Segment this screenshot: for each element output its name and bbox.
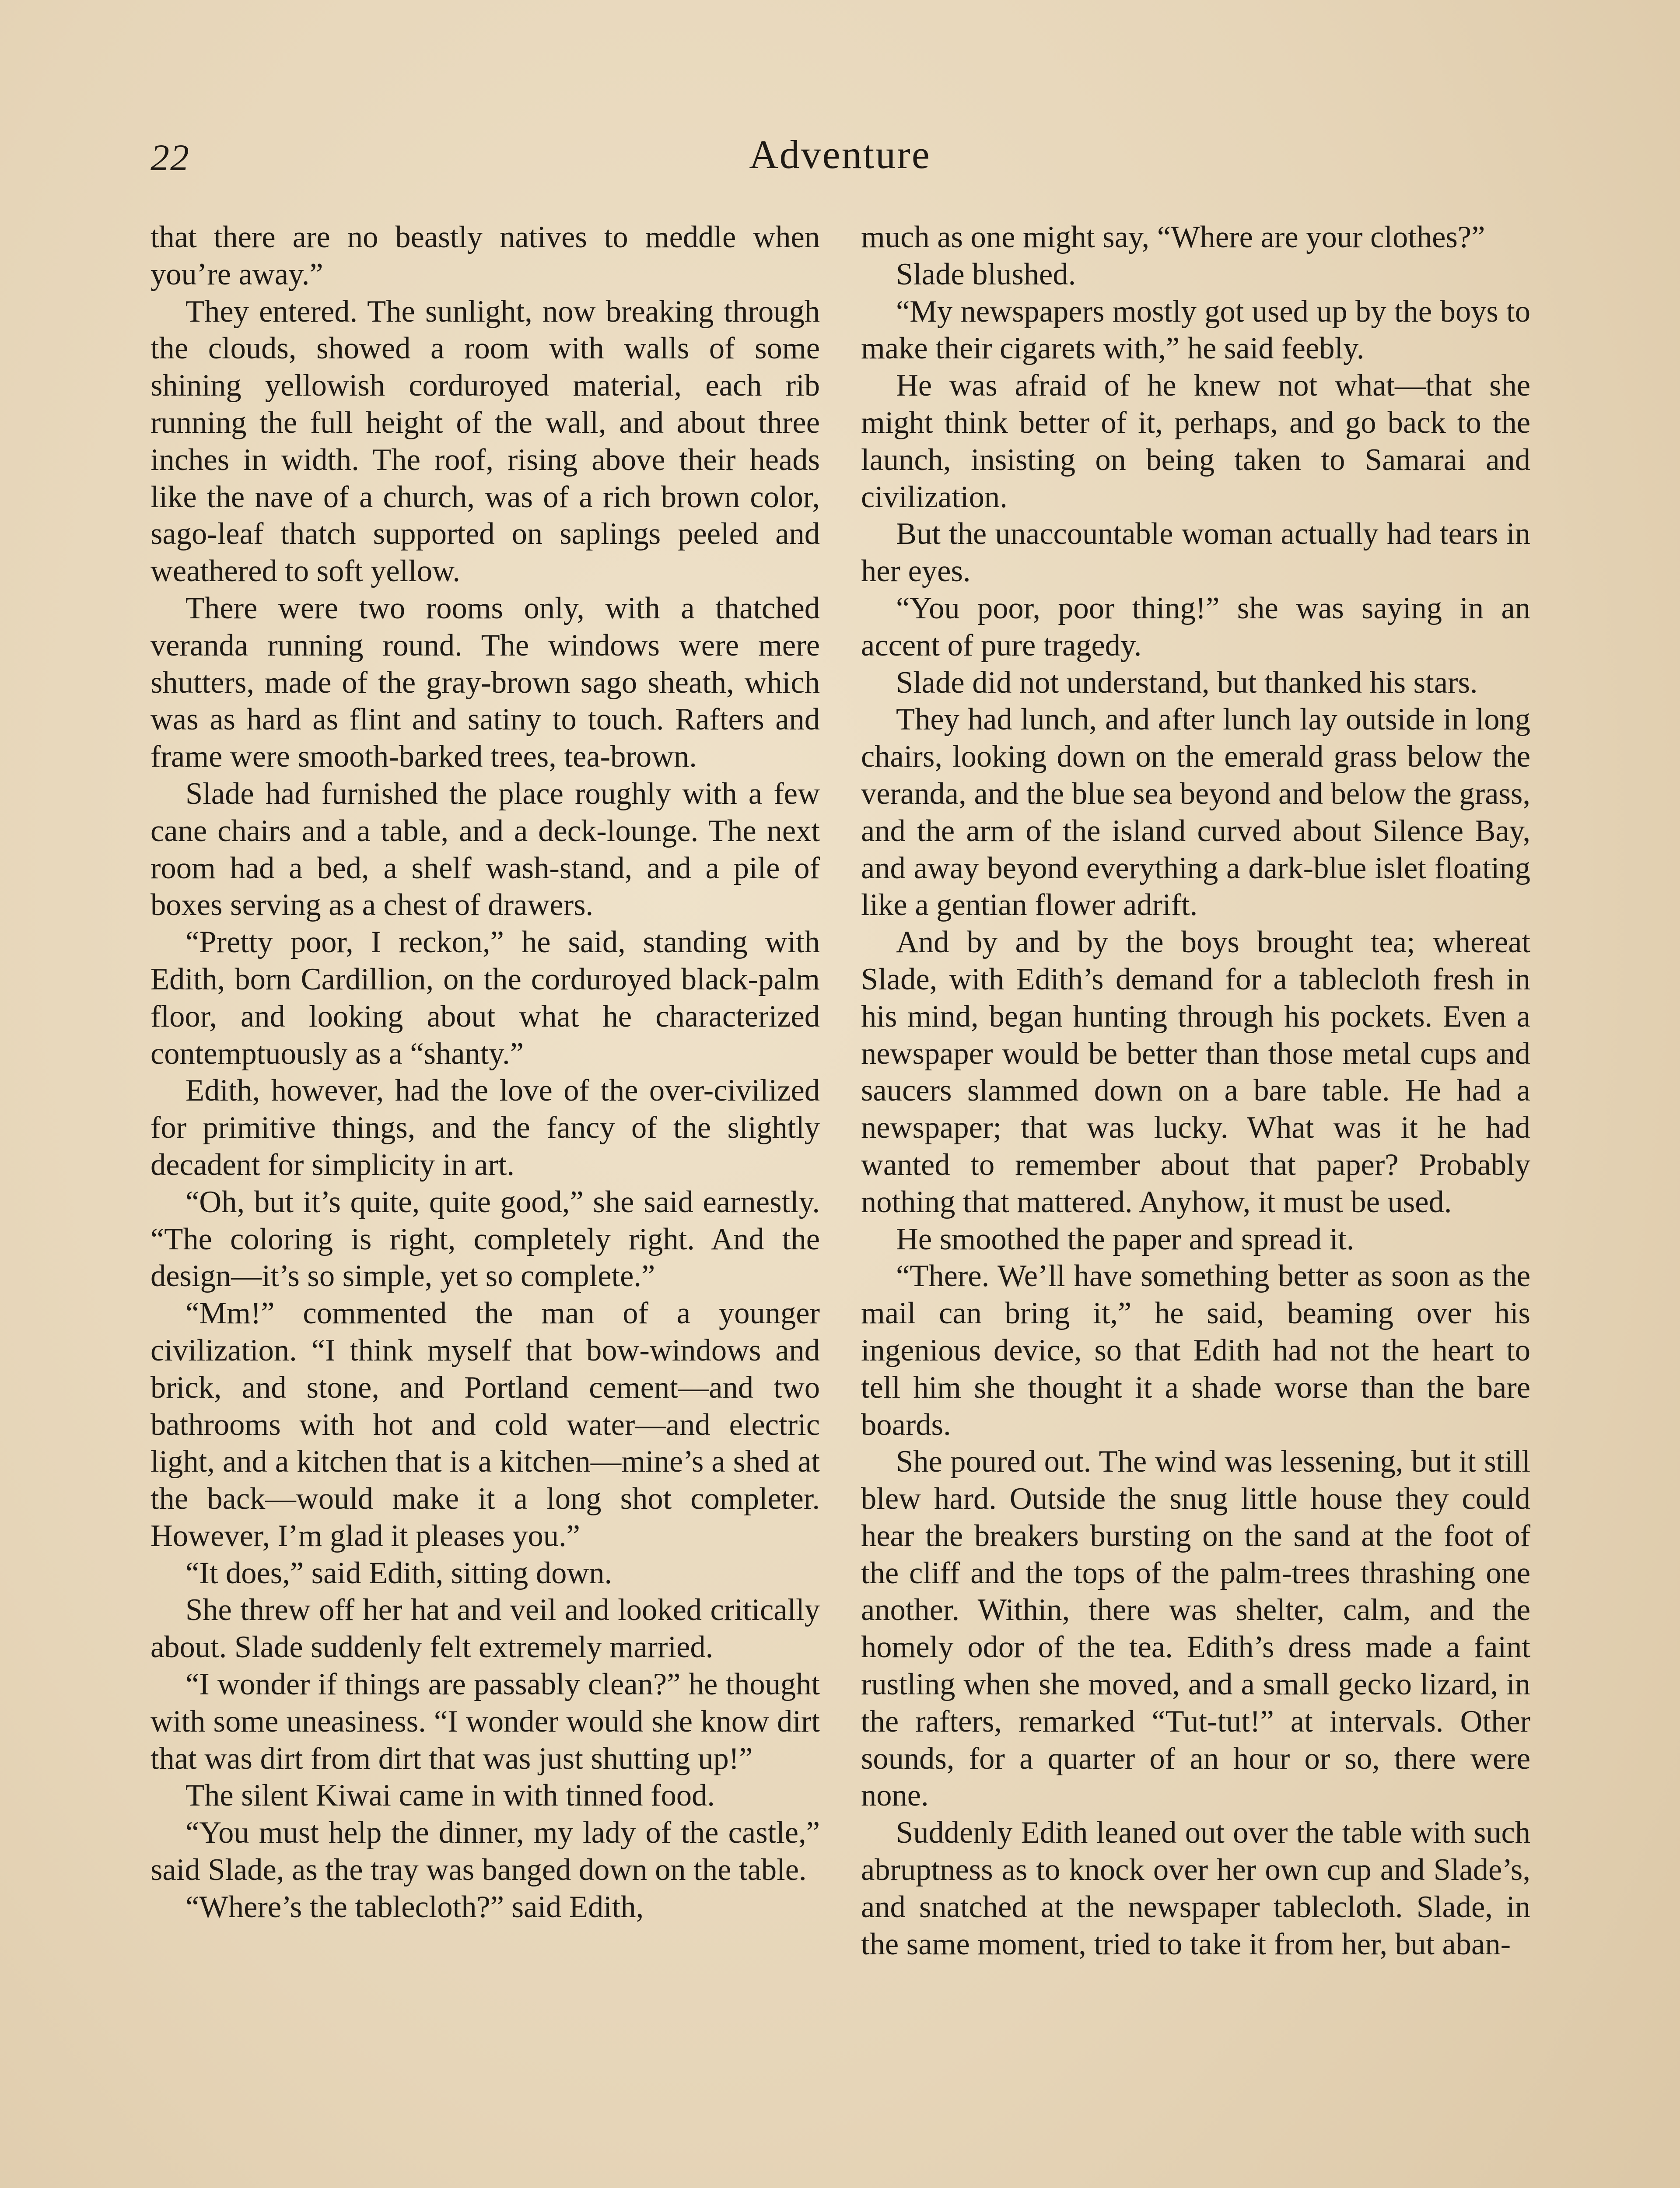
paragraph: Edith, however, had the love of the over-civilized for primitive things, and the fancy of the slightly decadent for simplicity in art.	[150, 1073, 820, 1182]
paragraph: Slade did not understand, but thanked his stars.	[896, 665, 1478, 700]
paragraph: The silent Kiwai came in with tinned food.	[186, 1778, 715, 1813]
paragraph: But the unaccountable woman actually had tears in her eyes.	[861, 517, 1530, 589]
paragraph: “You must help the dinner, my lady of the castle,” said Slade, as the tray was banged down on the table.	[150, 1816, 820, 1887]
paragraph: She threw off her hat and veil and looked critically about. Slade suddenly felt extremely married.	[150, 1593, 820, 1665]
paragraph: They entered. The sunlight, now breaking through the clouds, showed a room with walls of some shining yellowish corduroyed material, each rib running the full height of the wall, and about three inches in width. The roof, rising above their heads like the nave of a church, was of a rich brown color, sago-leaf thatch supported on saplings peeled and weathered to soft yellow.	[150, 294, 820, 589]
paragraph: There were two rooms only, with a thatched veranda running round. The windows were mere shutters, made of the gray-brown sago sheath, which was as hard as flint and satiny to touch. Rafters and frame were smooth-barked trees, tea-brown.	[150, 591, 820, 774]
page-header	[150, 127, 1530, 179]
paragraph: Slade blushed.	[896, 257, 1076, 291]
paragraph: that there are no beastly natives to meddle when you’re away.”	[150, 220, 820, 291]
paragraph: He was afraid of he knew not what—that she might think better of it, perhaps, and go back to the launch, insisting on being taken to Samarai and civilization.	[861, 368, 1530, 514]
paragraph: much as one might say, “Where are your clothes?”	[861, 220, 1485, 254]
paragraph: And by and by the boys brought tea; whereat Slade, with Edith’s demand for a tablecloth fresh in his mind, began hunting through his pockets. Even a newspaper would be better than those metal cups and saucers slammed down on a bare table. He had a newspaper; that was lucky. What was it he had wanted to remember about that paper? Probably nothing that mattered. Anyhow, it must be used.	[861, 925, 1530, 1219]
paragraph: He smoothed the paper and spread it.	[896, 1222, 1354, 1256]
paragraph: “You poor, poor thing!” she was saying in an accent of pure tragedy.	[861, 591, 1530, 663]
paragraph: She poured out. The wind was lessening, but it still blew hard. Outside the snug little house they could hear the breakers bursting on the sand at the foot of the cliff and the tops of the palm-trees thrashing one another. Within, there was shelter, calm, and the homely odor of the tea. Edith’s dress made a faint rustling when she moved, and a small gecko lizard, in the rafters, remarked “Tut-tut!” at intervals. Other sounds, for a quarter of an hour or so, there were none.	[861, 1445, 1530, 1813]
paragraph: “I wonder if things are passably clean?” he thought with some uneasiness. “I wonder would she know dirt that was dirt from dirt that was just shutting up!”	[150, 1667, 820, 1776]
paragraph: “Where’s the tablecloth?” said Edith,	[186, 1890, 644, 1924]
paragraph: Slade had furnished the place roughly with a few cane chairs and a table, and a deck-lounge. The next room had a bed, a shelf wash-stand, and a pile of boxes serving as a chest of drawers.	[150, 776, 820, 922]
paragraph: “Oh, but it’s quite, quite good,” she said earnestly. “The coloring is right, completely right. And the design—it’s so simple, yet so complete.”	[150, 1185, 820, 1294]
running-title: Adventure	[749, 132, 931, 177]
paragraph: “There. We’ll have something better as soon as the mail can bring it,” he said, beaming over his ingenious device, so that Edith had not the heart to tell him she thought it a shade worse than the bare boards.	[861, 1259, 1530, 1442]
page-number: 22	[150, 137, 190, 179]
left-column	[150, 219, 820, 1926]
paragraph: “Pretty poor, I reckon,” he said, standing with Edith, born Cardillion, on the corduroyed black-palm floor, and looking about what he characterized contemptuously as a “shanty.”	[150, 925, 820, 1071]
paragraph: “My newspapers mostly got used up by the boys to make their cigarets with,” he said feebly.	[861, 294, 1530, 366]
paragraph: “It does,” said Edith, sitting down.	[186, 1556, 612, 1590]
right-column	[861, 219, 1530, 1963]
paragraph: “Mm!” commented the man of a younger civilization. “I think myself that bow-windows and brick, and stone, and Portland cement—and two bathrooms with hot and cold water—and electric light, and a kitchen that is a kitchen—mine’s a shed at the back—would make it a long shot completer. However, I’m glad it pleases you.”	[150, 1296, 820, 1553]
paragraph: Suddenly Edith leaned out over the table with such abruptness as to knock over her own cup and Slade’s, and snatched at the newspaper tablecloth. Slade, in the same moment, tried to take it from her, but aban-	[861, 1816, 1530, 1961]
paragraph: They had lunch, and after lunch lay outside in long chairs, looking down on the emerald grass below the veranda, and the blue sea beyond and below the grass, and the arm of the island curved about Silence Bay, and away beyond everything a dark-blue islet floating like a gentian flower adrift.	[861, 702, 1530, 922]
